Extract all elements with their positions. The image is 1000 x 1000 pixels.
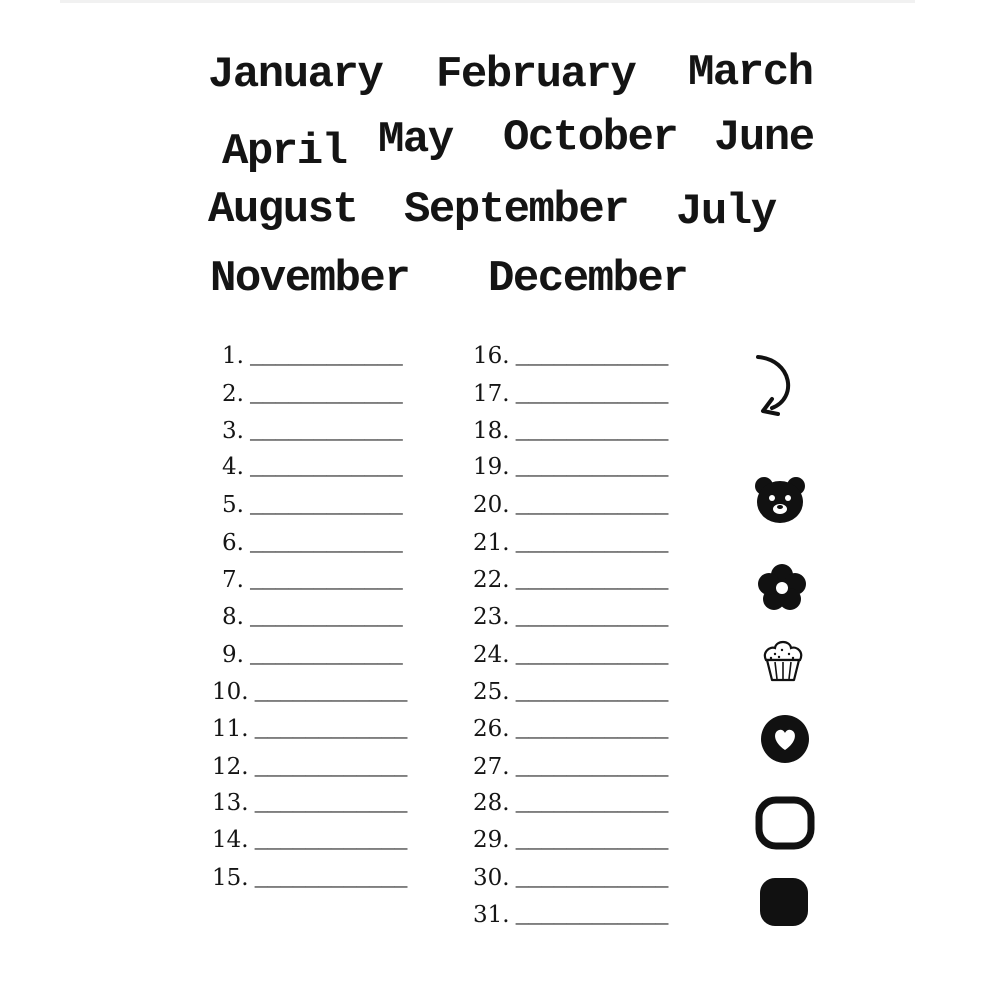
day-number: 8. [222, 604, 244, 630]
day-blank-line: ____________ [254, 718, 408, 743]
day-row [473, 420, 668, 444]
day-number: 27. [473, 754, 510, 780]
day-number: 16. [473, 343, 510, 369]
day-number: 30. [473, 865, 510, 891]
day-number: 13. [212, 790, 249, 816]
day-number: 6. [222, 530, 244, 556]
day-row [222, 532, 402, 556]
day-number: 2. [222, 381, 244, 407]
flower-icon [756, 563, 808, 613]
day-number: 4. [222, 454, 244, 480]
day-blank-line: ____________ [249, 494, 403, 519]
day-row [222, 606, 402, 630]
day-row [222, 420, 402, 444]
day-number: 14. [212, 827, 249, 853]
day-number: 24. [473, 642, 510, 668]
day-blank-line: ____________ [254, 756, 408, 781]
curved-arrow-icon [748, 350, 804, 420]
day-number: 15. [212, 865, 249, 891]
day-blank-line: ____________ [249, 383, 403, 408]
day-number: 9. [222, 642, 244, 668]
day-blank-line: ____________ [254, 867, 408, 892]
day-blank-line: ____________ [515, 681, 669, 706]
bear-icon [752, 474, 808, 526]
day-number: 23. [473, 604, 510, 630]
top-border [60, 0, 915, 3]
day-row [473, 681, 668, 705]
day-number: 19. [473, 454, 510, 480]
day-row [473, 345, 668, 369]
day-blank-line: ____________ [515, 420, 669, 445]
day-number: 12. [212, 754, 249, 780]
day-row [473, 867, 668, 891]
day-row [222, 644, 402, 668]
day-blank-line: ____________ [249, 420, 403, 445]
day-blank-line: ____________ [249, 345, 403, 370]
month-november: November [210, 254, 410, 304]
month-october: October [503, 113, 678, 163]
day-row [473, 904, 668, 928]
day-row [473, 644, 668, 668]
day-row [473, 829, 668, 853]
day-row [212, 718, 407, 742]
day-row [212, 792, 407, 816]
day-row [212, 867, 407, 891]
month-june: June [714, 113, 814, 163]
day-row [473, 456, 668, 480]
day-row [212, 829, 407, 853]
day-row [222, 383, 402, 407]
rounded-square-filled-icon [758, 876, 810, 928]
day-number: 17. [473, 381, 510, 407]
day-blank-line: ____________ [515, 383, 669, 408]
day-blank-line: ____________ [515, 718, 669, 743]
day-blank-line: ____________ [249, 456, 403, 481]
day-blank-line: ____________ [515, 644, 669, 669]
month-july: July [676, 187, 776, 237]
day-number: 25. [473, 679, 510, 705]
day-blank-line: ____________ [515, 569, 669, 594]
month-april: April [222, 127, 347, 177]
day-blank-line: ____________ [254, 829, 408, 854]
day-number: 22. [473, 567, 510, 593]
day-number: 10. [212, 679, 249, 705]
day-number: 26. [473, 716, 510, 742]
day-row [222, 345, 402, 369]
day-row [473, 606, 668, 630]
day-row [473, 756, 668, 780]
day-row [212, 756, 407, 780]
day-number: 11. [212, 716, 249, 742]
day-number: 29. [473, 827, 510, 853]
day-number: 20. [473, 492, 510, 518]
day-number: 18. [473, 418, 510, 444]
day-blank-line: ____________ [249, 532, 403, 557]
day-number: 21. [473, 530, 510, 556]
day-blank-line: ____________ [254, 792, 408, 817]
day-number: 5. [222, 492, 244, 518]
day-blank-line: ____________ [515, 345, 669, 370]
day-row [473, 792, 668, 816]
cupcake-icon [760, 636, 806, 684]
day-row [222, 569, 402, 593]
day-number: 7. [222, 567, 244, 593]
day-number: 31. [473, 902, 510, 928]
day-row [473, 383, 668, 407]
day-blank-line: ____________ [515, 792, 669, 817]
day-blank-line: ____________ [515, 494, 669, 519]
month-march: March [688, 48, 813, 98]
day-blank-line: ____________ [249, 569, 403, 594]
day-row [473, 718, 668, 742]
day-row [473, 569, 668, 593]
month-january: January [208, 50, 383, 100]
day-blank-line: ____________ [515, 904, 669, 929]
rounded-square-outline-icon [754, 795, 816, 851]
day-row [222, 456, 402, 480]
day-number: 28. [473, 790, 510, 816]
day-row [212, 681, 407, 705]
day-row [473, 494, 668, 518]
day-row [222, 494, 402, 518]
day-blank-line: ____________ [249, 644, 403, 669]
month-december: December [488, 254, 688, 304]
day-blank-line: ____________ [254, 681, 408, 706]
month-august: August [208, 185, 358, 235]
day-number: 3. [222, 418, 244, 444]
day-row [473, 532, 668, 556]
month-february: February [436, 50, 636, 100]
day-blank-line: ____________ [515, 756, 669, 781]
month-september: September [404, 185, 629, 235]
day-blank-line: ____________ [515, 532, 669, 557]
heart-icon [759, 713, 811, 765]
day-blank-line: ____________ [515, 456, 669, 481]
day-blank-line: ____________ [515, 606, 669, 631]
day-number: 1. [222, 343, 244, 369]
day-blank-line: ____________ [515, 867, 669, 892]
day-blank-line: ____________ [249, 606, 403, 631]
day-blank-line: ____________ [515, 829, 669, 854]
month-may: May [378, 115, 453, 165]
